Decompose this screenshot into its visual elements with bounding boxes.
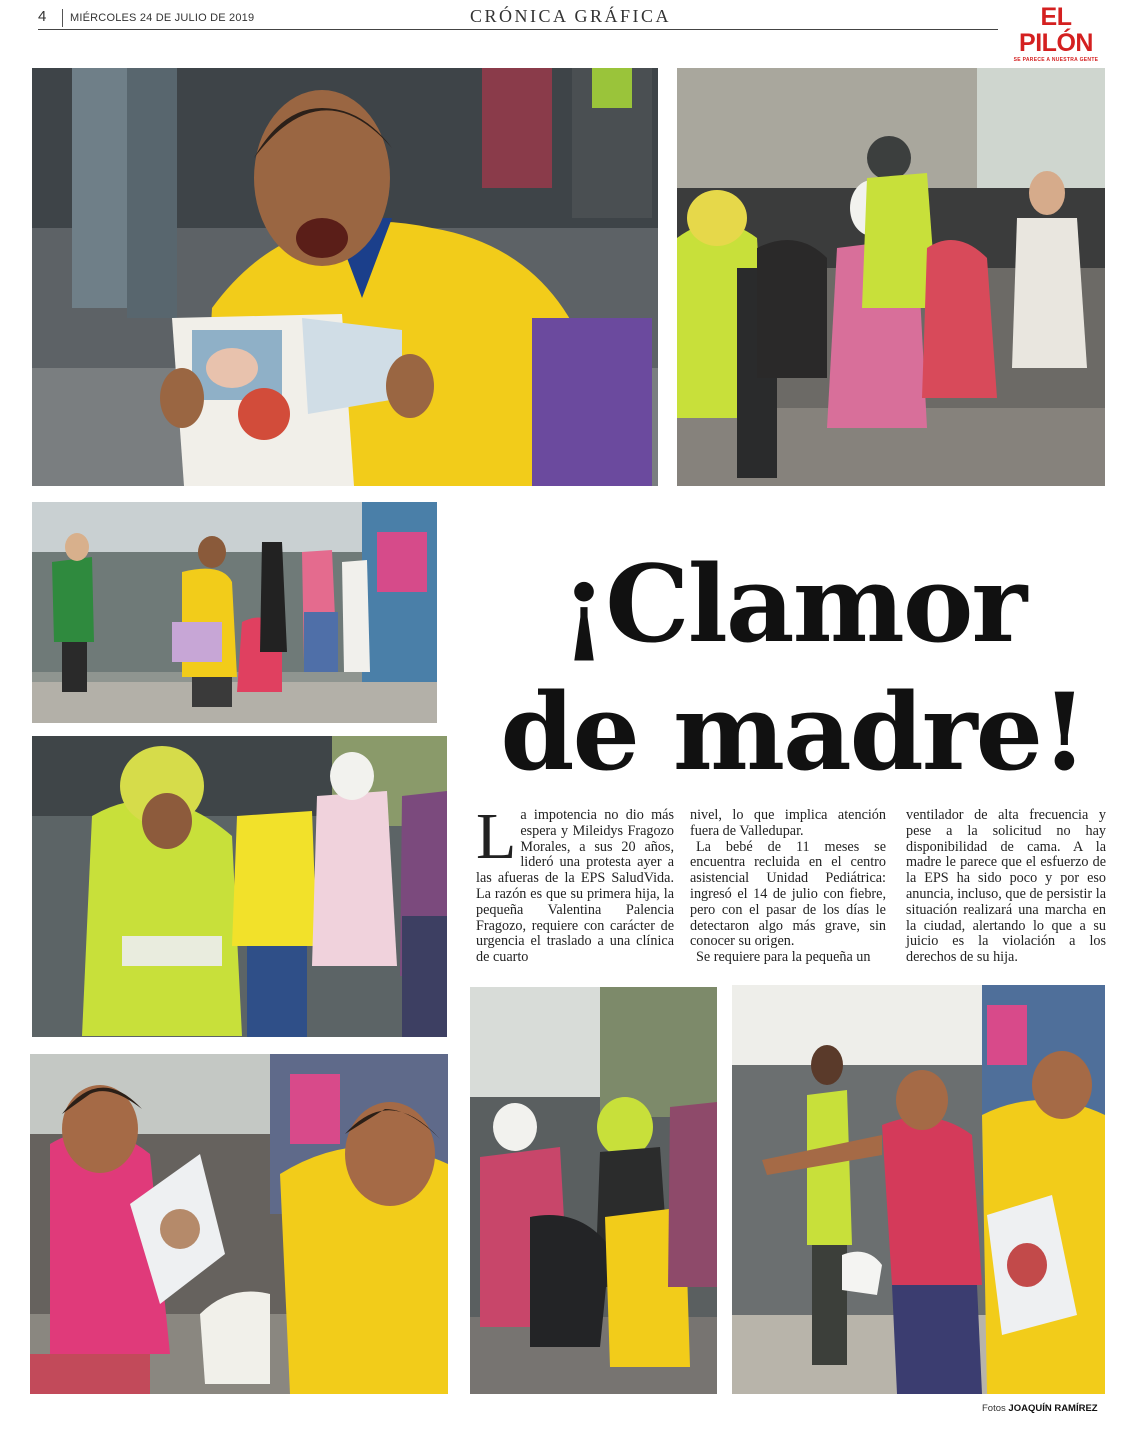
photo-crowd-helmet (470, 987, 717, 1394)
issue-date: MIÉRCOLES 24 DE JULIO DE 2019 (70, 12, 255, 24)
photo-credit-name: JOAQUÍN RAMÍREZ (1008, 1403, 1098, 1414)
photo-young-woman-crying (30, 1054, 448, 1394)
photo-women-storefront (32, 502, 437, 723)
article-column-1 (476, 800, 674, 966)
headline (478, 540, 1108, 796)
photo-police-entrance (677, 68, 1105, 486)
article-paragraph-2a: nivel, lo que implica atención fuera de Valledupar. (690, 807, 886, 839)
photo-credit-prefix: Fotos (982, 1403, 1006, 1414)
article-paragraph-2c: Se requiere para la pequeña un (696, 949, 871, 966)
brand-tagline: SE PARECE A NUESTRA GENTE (1013, 57, 1099, 63)
brand-logo (1004, 4, 1108, 63)
article-column-2 (690, 808, 886, 966)
photo-mother-crying (32, 68, 658, 486)
header-separator (62, 9, 63, 27)
drop-cap: L (476, 800, 517, 873)
header-rule (38, 29, 998, 30)
section-title: CRÓNICA GRÁFICA (470, 6, 672, 26)
headline-line-1: ¡Clamor (560, 541, 1026, 666)
article-text-1: a impotencia no dio más espera y Mileidys Fragozo Morales, a sus 20 años, lideró una protesta ayer a las afueras de la EPS SaludVida. La razón es que su primera hija, la pequeña Valentina Palencia Fragozo, requiere con carácter de urgencia el traslado a una clínica de cuarto (476, 807, 674, 966)
photo-woman-pointing-officer (732, 985, 1105, 1394)
brand-name: EL PILÓN (1019, 3, 1093, 57)
article-paragraph-2b: La bebé de 11 meses se encuentra recluida en el centro asistencial Unidad Pediátrica: ingresó el 14 de julio con fiebre, pero con el pasar de los días le detectaron algo más grave, sin conocer su origen. (690, 838, 886, 950)
headline-line-2: de madre! (500, 669, 1086, 794)
page-number: 4 (38, 8, 47, 25)
photo-credit (982, 1403, 1098, 1414)
article-paragraph-3: ventilador de alta frecuencia y pese a la solicitud no hay disponibilidad de cama. A la madre le parece que el esfuerzo de la EPS ha sido poco y por eso anuncia, incluso, que de persistir la situación realizará una marcha en la ciudad, alertando lo que a su juicio es la violación a los derechos de su hija. (906, 807, 1106, 966)
article-column-3 (906, 808, 1106, 966)
photo-policewoman-crowd (32, 736, 447, 1037)
